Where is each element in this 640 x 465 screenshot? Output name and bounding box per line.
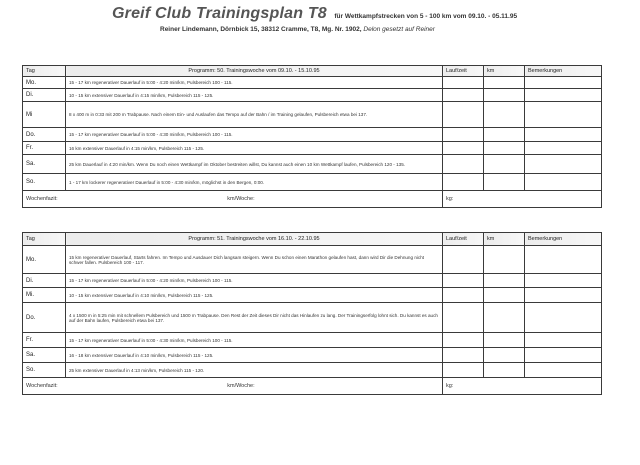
day-label: Fr. [23,333,66,348]
week-51-header-row [23,233,602,246]
col-tag: Tag [23,66,66,77]
lauf-cell [443,274,484,288]
col-bem: Bemerkungen [525,66,602,77]
km-cell [484,303,525,333]
km-cell [484,333,525,348]
day-label: Fr. [23,142,66,155]
lauf-cell [443,142,484,155]
week-summary-label: Wochenfazit: [26,196,58,202]
col-km: km [484,66,525,77]
day-label: Mo. [23,77,66,89]
day-label: Di. [23,274,66,288]
lauf-cell [443,288,484,303]
km-cell [484,128,525,142]
title-line [112,5,517,23]
col-bem: Bemerkungen [525,233,602,246]
day-label: Mi [23,102,66,128]
title-subline: für Wettkampfstrecken von 5 - 100 km vom 09.10. - 05.11.95 [334,13,518,20]
week-51-table [22,232,602,395]
author-text: Reiner Lindemann, Dörnbick 15, 38312 Cramme, T8, Mg. Nr. 1902, [160,26,362,33]
author-line [160,26,435,33]
day-text: 16 - 18 km extensiver Dauerlauf in 4:10 min/km, Pulsbereich 115 - 125. [66,348,443,363]
day-text: 8 x 400 m in 0:33 mit 200 m Trabpause. Nach einem Ein- und Auslaufen das Tempo auf der Bahn / im Training gelaufen, Pulsbereich etwa bei 137. [66,102,443,128]
table-row [23,246,602,274]
day-text: 15 - 17 km regenerativer Dauerlauf in 5:00 - 4:20 min/km, Pulsbereich 100 - 115. [66,274,443,288]
bem-cell [525,77,602,89]
km-cell [484,348,525,363]
km-cell [484,246,525,274]
bem-cell [525,142,602,155]
table-row [23,89,602,102]
week-kg-cell [443,191,602,208]
week-kg-label: kg: [446,383,454,389]
col-km: km [484,233,525,246]
km-cell [484,274,525,288]
day-text: 15 km regenerativer Dauerlauf, Starts fahren. Im Tempo und Ausdauer Dich langsam steigern. Wenn Du schon einen Marathon gelaufen hast, dann wird Dir die Dehnung nicht schwer fallen. Pulsbereich 100 - 117. [66,246,443,274]
week-kg-label: kg: [446,196,454,202]
lauf-cell [443,246,484,274]
lauf-cell [443,303,484,333]
lauf-cell [443,128,484,142]
table-row [23,155,602,174]
table-row [23,288,602,303]
week-50-program: Programm: 50. Trainingswoche vom 09.10. - 15.10.95 [66,66,443,77]
week-kg-cell [443,378,602,395]
table-row [23,142,602,155]
lauf-cell [443,102,484,128]
day-label: Di. [23,89,66,102]
table-row [23,77,602,89]
day-label: Mo. [23,246,66,274]
km-cell [484,89,525,102]
lauf-cell [443,333,484,348]
day-label: Mi. [23,288,66,303]
week-50-header-row [23,66,602,77]
week-summary-cell [23,191,443,208]
week-km-label: km/Woche: [227,196,255,202]
week-51-summary-row [23,378,602,395]
km-cell [484,288,525,303]
km-cell [484,102,525,128]
km-cell [484,142,525,155]
bem-cell [525,102,602,128]
author-note: Delon gesetzt auf Reiner [363,26,435,33]
table-row [23,102,602,128]
bem-cell [525,155,602,174]
lauf-cell [443,77,484,89]
day-text: 10 - 15 km extensiver Dauerlauf in 4:10 min/km, Pulsbereich 115 - 125. [66,288,443,303]
table-row [23,174,602,191]
bem-cell [525,288,602,303]
day-text: 15 - 17 km regenerativer Dauerlauf in 5:00 - 4:30 min/km, Pulsbereich 100 - 115. [66,128,443,142]
bem-cell [525,363,602,378]
day-text: 15 - 17 km regenerativer Dauerlauf in 5:00 - 4:30 min/km, Pulsbereich 100 - 115. [66,333,443,348]
week-summary-label: Wochenfazit: [26,383,58,389]
bem-cell [525,333,602,348]
lauf-cell [443,155,484,174]
col-tag: Tag [23,233,66,246]
table-row [23,303,602,333]
km-cell [484,77,525,89]
table-row [23,348,602,363]
day-text: 10 - 15 km extensiver Dauerlauf in 4:15 min/km, Pulsbereich 115 - 125. [66,89,443,102]
table-row [23,128,602,142]
day-label: Sa. [23,155,66,174]
lauf-cell [443,89,484,102]
table-row [23,274,602,288]
bem-cell [525,303,602,333]
bem-cell [525,274,602,288]
page-title: Greif Club Trainingsplan T8 [112,5,327,22]
col-lauf: Lauf/zeit [443,66,484,77]
day-text: 1 - 17 km lockerer regenerativer Dauerlauf in 5:00 - 4:30 min/km, möglichst in den Bergen, 0:00. [66,174,443,191]
week-50-summary-row [23,191,602,208]
bem-cell [525,128,602,142]
table-row [23,363,602,378]
bem-cell [525,246,602,274]
day-text: 15 - 17 km regenerativer Dauerlauf in 5:00 - 4:20 min/km, Pulsbereich 100 - 115. [66,77,443,89]
week-51-program: Programm: 51. Trainingswoche vom 16.10. - 22.10.95 [66,233,443,246]
day-label: Do. [23,303,66,333]
km-cell [484,155,525,174]
day-text: 25 km extensiver Dauerlauf in 4:13 min/km, Pulsbereich 115 - 120. [66,363,443,378]
table-row [23,333,602,348]
lauf-cell [443,363,484,378]
week-50-table [22,65,602,208]
bem-cell [525,89,602,102]
bem-cell [525,174,602,191]
week-summary-cell [23,378,443,395]
lauf-cell [443,174,484,191]
day-label: So. [23,363,66,378]
day-label: Sa. [23,348,66,363]
day-text: 25 km Dauerlauf in 4:20 min/km. Wenn Du noch einen Wettkampf im Oktober bestreiten willst, Du kannst auch einen 10 km Wettkampf laufen, Pulsbereich 120 - 135. [66,155,443,174]
col-lauf: Lauf/zeit [443,233,484,246]
day-label: So. [23,174,66,191]
week-km-label: km/Woche: [227,383,255,389]
day-text: 4 x 1500 m in 5:25 min mit schnellem Pulsbereich und 1500 m Trabpause. Den Rest der Zeit dieses Dir nicht das Hinlaufen zu lang. Der Trainingserfolg lohnt sich. Du kannst es auch auf der Bahn laufen, Pulsbereich etwa bei 137. [66,303,443,333]
km-cell [484,363,525,378]
bem-cell [525,348,602,363]
lauf-cell [443,348,484,363]
km-cell [484,174,525,191]
day-label: Do. [23,128,66,142]
day-text: 16 km extensiver Dauerlauf in 4:15 min/km, Pulsbereich 115 - 125. [66,142,443,155]
